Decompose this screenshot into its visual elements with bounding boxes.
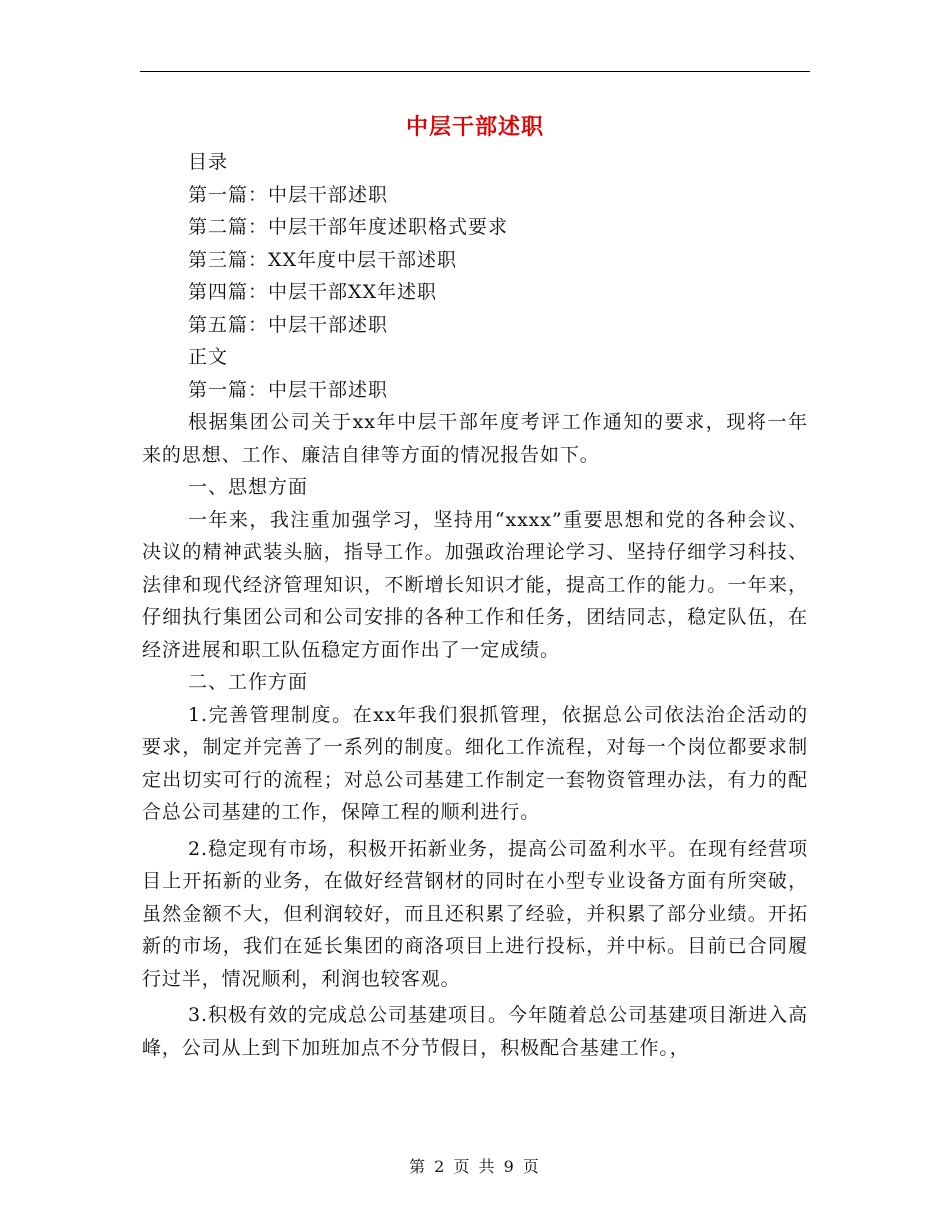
toc-item: 第五篇：中层干部述职 xyxy=(188,313,389,336)
toc-item: 第一篇：中层干部述职 xyxy=(188,183,389,206)
heading-thought: 一、思想方面 xyxy=(188,476,309,498)
document-title: 中层干部述职 xyxy=(405,114,544,140)
toc-item: 第二篇：中层干部年度述职格式要求 xyxy=(188,216,509,238)
toc-item: 第三篇：XX年度中层干部述职 xyxy=(188,248,458,271)
paragraph-construction: 3.积极有效的完成总公司基建项目。今年随着总公司基建项目渐进入高峰，公司从上到下加班加点不分节假日，积极配合基建工作。， xyxy=(142,1004,808,1059)
body-heading: 正文 xyxy=(188,346,229,368)
paragraph-management: 1.完善管理制度。在xx年我们狠抓管理，依据总公司依法治企活动的要求，制定并完善了一系列的制度。细化工作流程，对每一个岗位都要求制定出切实可行的流程；对总公司基建工作制定一套物资管理办法，有力的配合总公司基建的工作，保障工程的顺利进行。 xyxy=(142,703,808,823)
heading-work: 二、工作方面 xyxy=(188,671,309,693)
header-rule xyxy=(140,71,810,72)
toc-heading: 目录 xyxy=(188,151,229,173)
document-body xyxy=(142,146,808,1064)
intro-paragraph: 根据集团公司关于xx年中层干部年度考评工作通知的要求，现将一年来的思想、工作、廉洁自律等方面的情况报告如下。 xyxy=(142,411,808,466)
paragraph-market: 2.稳定现有市场，积极开拓新业务，提高公司盈利水平。在现有经营项目上开拓新的业务，在做好经营钢材的同时在小型专业设备方面有所突破，虽然金额不大，但利润较好，而且还积累了经验，并积累了部分业绩。开拓新的市场，我们在延长集团的商洛项目上进行投标，并中标。目前已合同履行过半，情况顺利，利润也较客观。 xyxy=(142,837,808,990)
toc-item: 第四篇：中层干部XX年述职 xyxy=(188,281,438,303)
paragraph-thought: 一年来，我注重加强学习，坚持用“xxxx”重要思想和党的各种会议、决议的精神武装头脑，指导工作。加强政治理论学习、坚持仔细学习科技、法律和现代经济管理知识，不断增长知识才能，提高工作的能力。一年来，仔细执行集团公司和公司安排的各种工作和任务，团结同志，稳定队伍，在经济进展和职工队伍稳定方面作出了一定成绩。 xyxy=(142,508,808,661)
page-number: 第 2 页 共 9 页 xyxy=(409,1157,541,1176)
section-title: 第一篇：中层干部述职 xyxy=(188,378,389,401)
